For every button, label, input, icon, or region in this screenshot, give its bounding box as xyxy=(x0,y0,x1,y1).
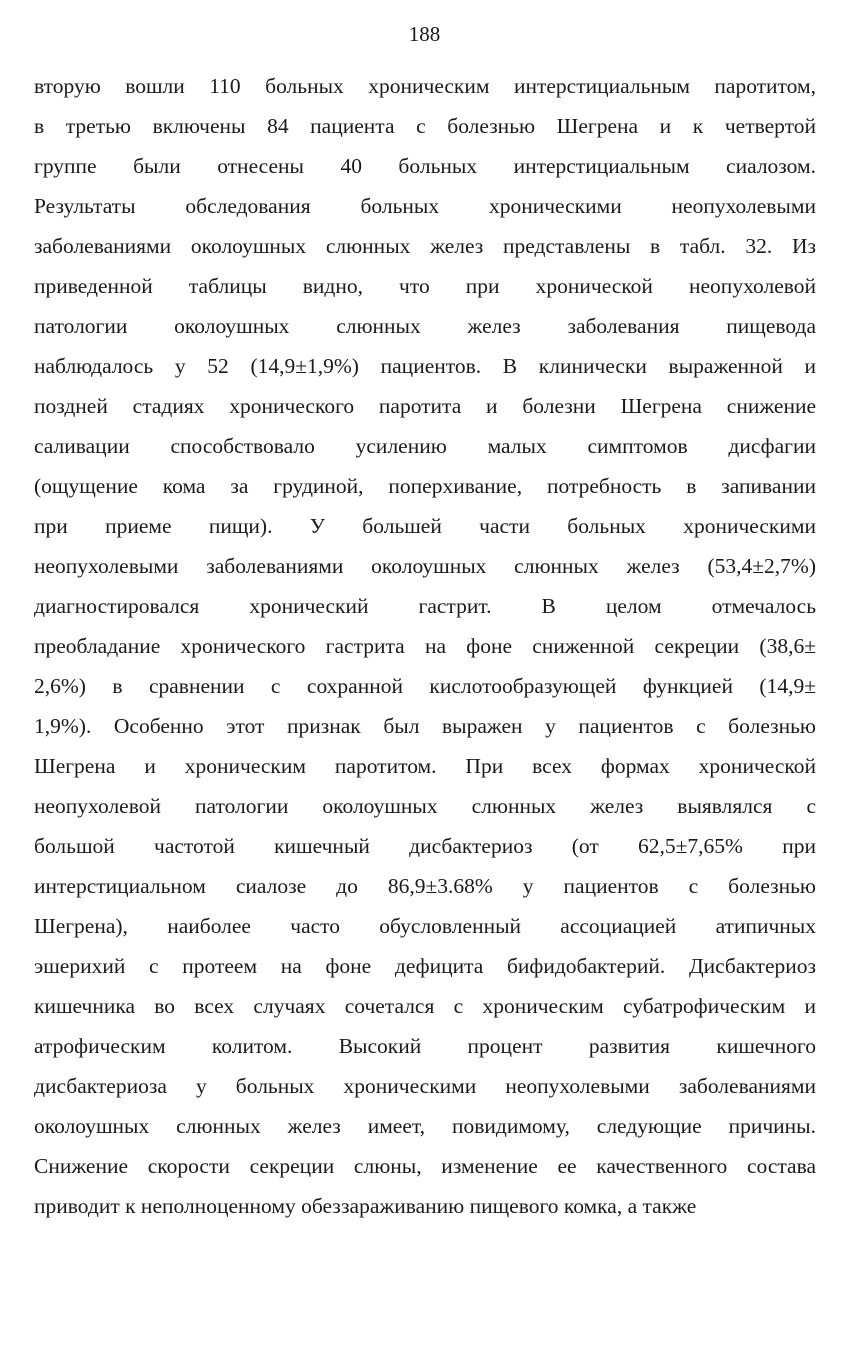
text-line: саливации способствовало усилению малых симптомов дисфагии xyxy=(34,434,816,458)
text-line: (ощущение кома за грудиной, поперхивание, потребность в запивании xyxy=(34,474,816,498)
text-line: в третью включены 84 пациента с болезнью Шегрена и к четвертой xyxy=(34,114,816,138)
text-line: околоушных слюнных желез имеет, повидимому, следующие причины. xyxy=(34,1114,816,1138)
text-line: Шегрена и хроническим паротитом. При всех формах хронической xyxy=(34,754,816,778)
text-line: приводит к неполноценному обеззараживанию пищевого комка, а также xyxy=(34,1194,697,1218)
text-line: 1,9%). Особенно этот признак был выражен у пациентов с болезнью xyxy=(34,714,816,738)
text-line: интерстициальном сиалозе до 86,9±3.68% у пациентов с болезнью xyxy=(34,874,816,898)
text-line: поздней стадиях хронического паротита и болезни Шегрена снижение xyxy=(34,394,816,418)
text-line: неопухолевой патологии околоушных слюнных желез выявлялся с xyxy=(34,794,816,818)
text-line: патологии околоушных слюнных желез заболевания пищевода xyxy=(34,314,816,338)
text-line: при приеме пищи). У большей части больных хроническими xyxy=(34,514,816,538)
text-line: эшерихий с протеем на фоне дефицита бифидобактерий. Дисбактериоз xyxy=(34,954,816,978)
text-line: приведенной таблицы видно, что при хронической неопухолевой xyxy=(34,274,816,298)
text-line: группе были отнесены 40 больных интерстициальным сиалозом. xyxy=(34,154,816,178)
text-line: наблюдалось у 52 (14,9±1,9%) пациентов. В клинически выраженной и xyxy=(34,354,816,378)
body-text xyxy=(34,66,816,1226)
text-line: атрофическим колитом. Высокий процент развития кишечного xyxy=(34,1034,816,1058)
text-line: большой частотой кишечный дисбактериоз (от 62,5±7,65% при xyxy=(34,834,816,858)
text-line: Результаты обследования больных хроническими неопухолевыми xyxy=(34,194,816,218)
page-number: 188 xyxy=(408,22,441,46)
text-line: диагностировался хронический гастрит. В целом отмечалось xyxy=(34,594,816,618)
text-line: кишечника во всех случаях сочетался с хроническим субатрофическим и xyxy=(34,994,816,1018)
text-line: дисбактериоза у больных хроническими неопухолевыми заболеваниями xyxy=(34,1074,816,1098)
text-line: 2,6%) в сравнении с сохранной кислотообразующей функцией (14,9± xyxy=(34,674,816,698)
text-line: Шегрена), наиболее часто обусловленный ассоциацией атипичных xyxy=(34,914,816,938)
text-line: Снижение скорости секреции слюны, изменение ее качественного состава xyxy=(34,1154,816,1178)
text-line: преобладание хронического гастрита на фоне сниженной секреции (38,6± xyxy=(34,634,816,658)
text-line: неопухолевыми заболеваниями околоушных слюнных желез (53,4±2,7%) xyxy=(34,554,816,578)
text-line: вторую вошли 110 больных хроническим интерстициальным паротитом, xyxy=(34,74,816,98)
text-line: заболеваниями околоушных слюнных желез представлены в табл. 32. Из xyxy=(34,234,816,258)
